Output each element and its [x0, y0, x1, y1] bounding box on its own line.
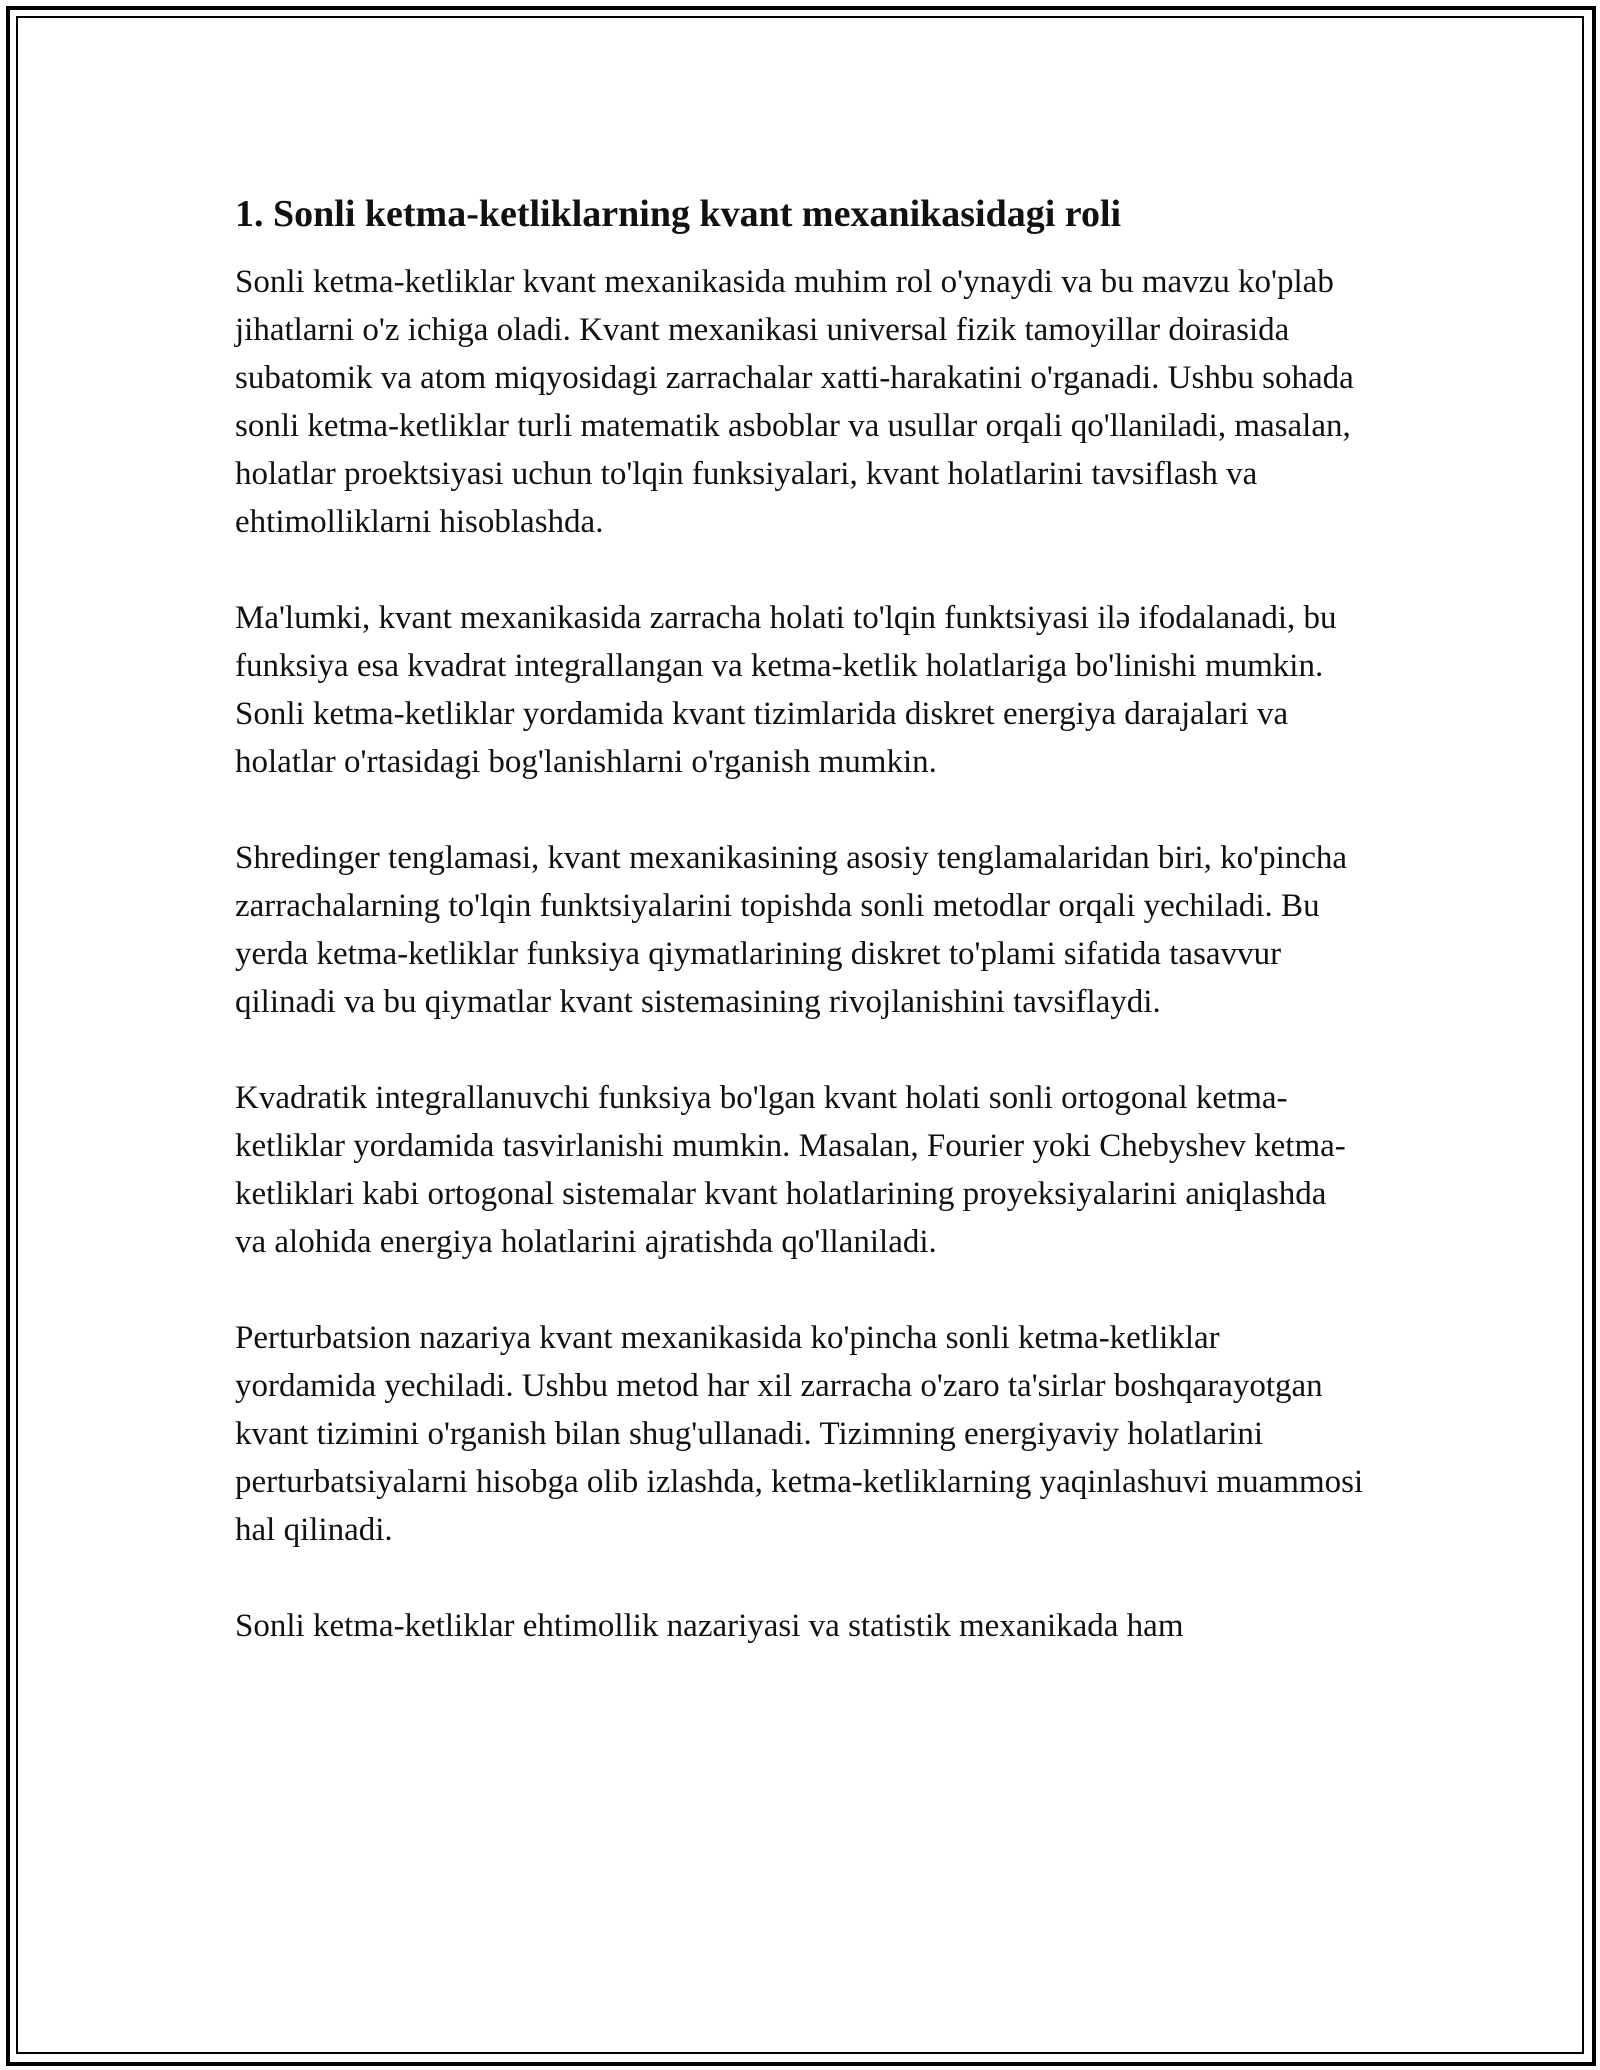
paragraph-1: Sonli ketma-ketliklar kvant mexanikasida muhim rol o'ynaydi va bu mavzu ko'plab jihatlarni o'z ichiga oladi. Kvant mexanikasi universal fizik tamoyillar doirasida subatomik va atom miqyosidagi zarrachalar xatti-harakatini o'rganadi. Ushbu sohada sonli ketma-ketliklar turli matematik asboblar va usullar orqali qo'llaniladi, masalan, holatlar proektsiyasi uchun to'lqin funksiyalari, kvant holatlarini tavsiflash va ehtimolliklarni hisoblashda. [235, 264, 1354, 540]
paragraph-5: Perturbatsion nazariya kvant mexanikasida ko'pincha sonli ketma-ketliklar yordamida yechiladi. Ushbu metod har xil zarracha o'zaro ta'sirlar boshqarayotgan kvant tizimini o'rganish bilan shug'ullanadi. Tizimning energiyaviy holatlarini perturbatsiyalarni hisobga olib izlashda, ketma-ketliklarning yaqinlashuvi muammosi hal qilinadi. [235, 1320, 1364, 1548]
paragraph-3: Shredinger tenglamasi, kvant mexanikasining asosiy tenglamalaridan biri, ko'pincha zarrachalarning to'lqin funktsiyalarini topishda sonli metodlar orqali yechiladi. Bu yerda ketma-ketliklar funksiya qiymatlarining diskret to'plami sifatida tasavvur qilinadi va bu qiymatlar kvant sistemasining rivojlanishini tavsiflaydi. [235, 840, 1348, 1020]
paragraph-6: Sonli ketma-ketliklar ehtimollik nazariyasi va statistik mexanikada ham [235, 1608, 1184, 1644]
document-body [235, 186, 1365, 1698]
section-heading: 1. Sonli ketma-ketliklarning kvant mexanikasidagi roli [235, 193, 1122, 235]
paragraph-4: Kvadratik integrallanuvchi funksiya bo'lgan kvant holati sonli ortogonal ketma-ketliklar yordamida tasvirlanishi mumkin. Masalan, Fourier yoki Chebyshev ketma-ketliklari kabi ortogonal sistemalar kvant holatlarining proyeksiyalarini aniqlashda va alohida energiya holatlarini ajratishda qo'llaniladi. [235, 1080, 1346, 1260]
paragraph-2: Ma'lumki, kvant mexanikasida zarracha holati to'lqin funktsiyasi ilə ifodalanadi, bu funksiya esa kvadrat integrallangan va ketma-ketlik holatlariga bo'linishi mumkin. Sonli ketma-ketliklar yordamida kvant tizimlarida diskret energiya darajalari va holatlar o'rtasidagi bog'lanishlarni o'rganish mumkin. [235, 600, 1337, 780]
